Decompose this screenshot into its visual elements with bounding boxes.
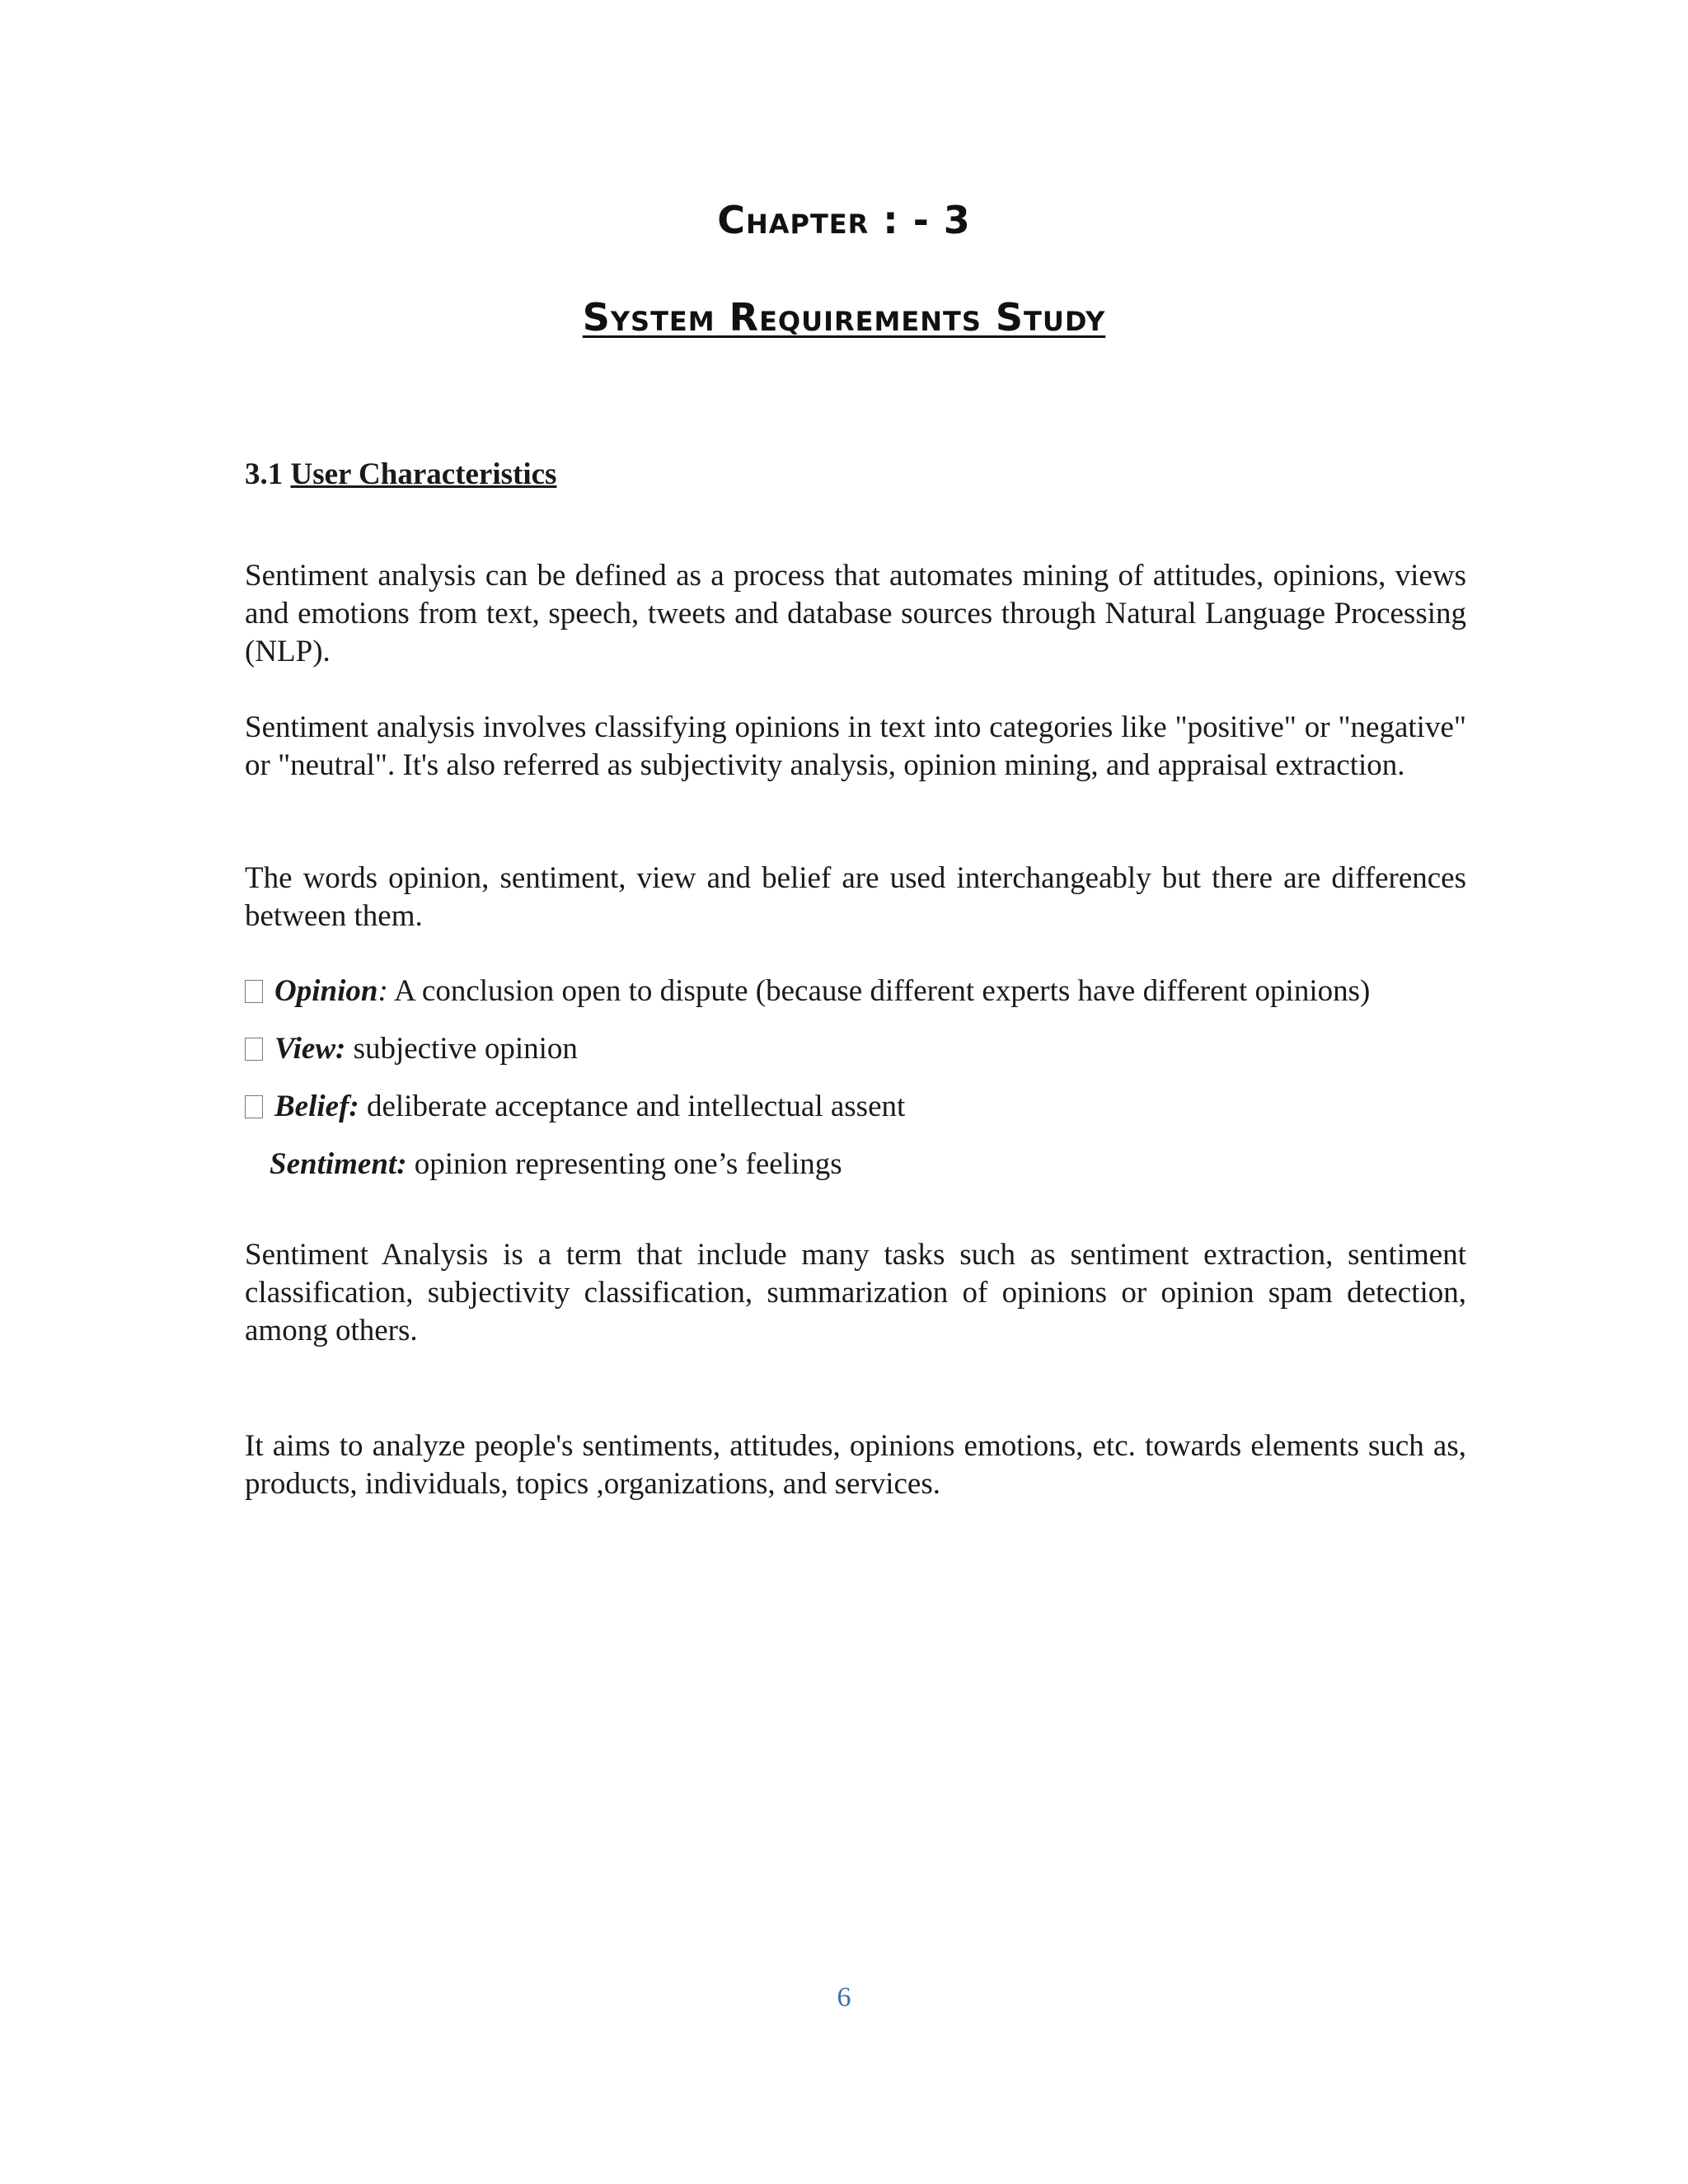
paragraph-terms-intro: The words opinion, sentiment, view and belief are used interchangeably but there are differences between them.: [245, 861, 1466, 933]
definition-text: subjective opinion: [345, 1032, 578, 1066]
definition-separator: :: [377, 974, 388, 1008]
chapter-label: Chapter : - 3: [717, 198, 971, 242]
definition-text: opinion representing one’s feelings: [406, 1147, 842, 1181]
page-number: 6: [837, 1982, 851, 2013]
paragraph-tasks: Sentiment Analysis is a term that include many tasks such as sentiment extraction, sentiment classification, subjectivity classification, summarization of opinions or opinion spam detection, among others.: [245, 1238, 1466, 1347]
chapter-heading: [0, 198, 1688, 242]
paragraph-definition: Sentiment analysis can be defined as a process that automates mining of attitudes, opinions, views and emotions from text, speech, tweets and database sources through Natural Language Processing (NLP).: [245, 559, 1466, 668]
definition-term: Belief:: [274, 1090, 359, 1123]
bullet-box-icon: [245, 1038, 263, 1061]
definition-term: Opinion: [274, 974, 378, 1008]
definition-text: A conclusion open to dispute (because different experts have different opinions): [387, 974, 1371, 1008]
section-heading: [245, 457, 556, 492]
bullet-box-icon: [245, 980, 263, 1003]
definition-item: [245, 972, 1370, 1010]
definition-term: Sentiment:: [270, 1147, 407, 1181]
definition-text: deliberate acceptance and intellectual assent: [359, 1090, 906, 1123]
definition-item: [245, 1030, 578, 1068]
bullet-box-icon: [245, 1095, 263, 1118]
definition-item: [245, 1088, 905, 1126]
definition-term: View:: [274, 1032, 346, 1066]
section-number: 3.1: [245, 457, 284, 491]
paragraph-aims: It aims to analyze people's sentiments, attitudes, opinions emotions, etc. towards elements such as, products, individuals, topics ,organizations, and services.: [245, 1429, 1466, 1501]
paragraph-classification: Sentiment analysis involves classifying opinions in text into categories like "positive" or "negative" or "neutral". It's also referred as subjectivity analysis, opinion mining, and appraisal extraction.: [245, 710, 1466, 782]
chapter-title: System Requirements Study: [582, 295, 1106, 340]
definition-item: [270, 1146, 842, 1183]
section-title: User Characteristics: [290, 457, 557, 491]
